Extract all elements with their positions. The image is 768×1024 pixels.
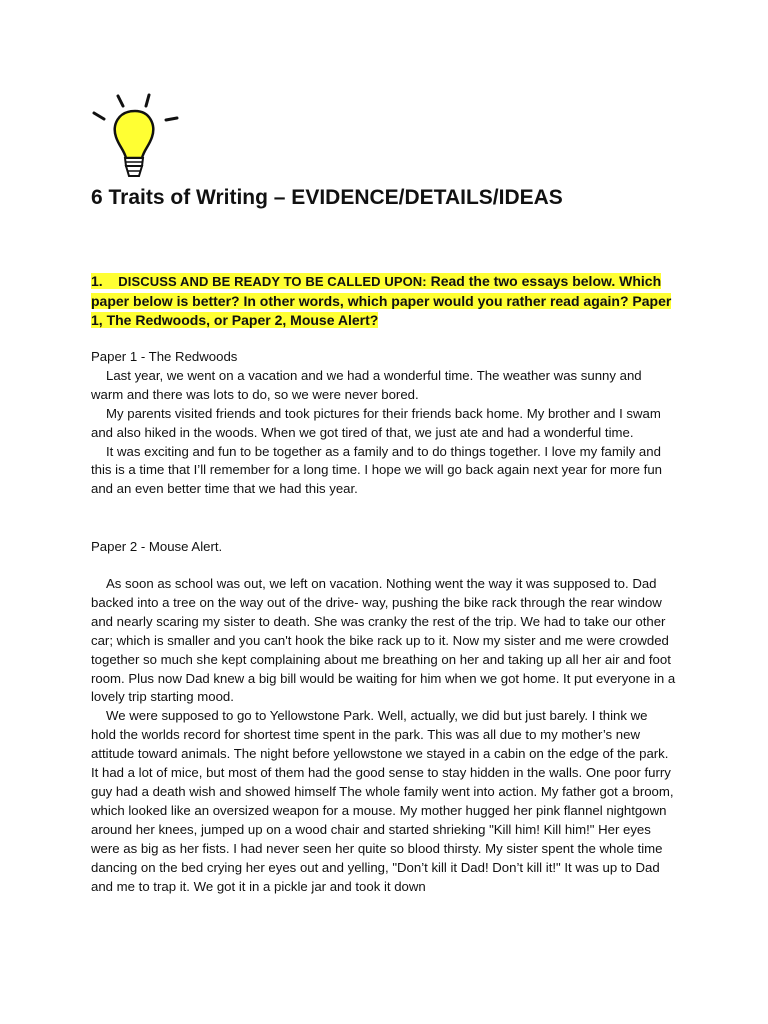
paper-2-paragraph: We were supposed to go to Yellowstone Park. Well, actually, we did but just barely. I think we hold the worlds record for shortest time spent in the park. This was all due to my mother’s new attitude toward animals. The night before yellowstone we stayed in a cabin on the edge of the park. It had a lot of mice, but most of them had the good sense to stay hidden in the walls. One poor furry guy had a death wish and showed himself The whole family went into action. My father got a broom, which looked like an oversized weapon for a mouse. My mother hugged her pink flannel nightgown around her knees, jumped up on a wood chair and started shrieking "Kill him! Kill him!" Her eyes were as big as her fists. I had never seen her quite so blood thirsty. My sister spent the whole time dancing on the bed crying her eyes out and yelling, "Don’t kill it Dad! Don’t kill it!" It was up to Dad and me to trap it. We got it in a pickle jar and took it down: [91, 708, 674, 894]
page-title: 6 Traits of Writing – EVIDENCE/DETAILS/IDEAS: [91, 186, 563, 209]
task-lead: DISCUSS AND BE READY TO BE CALLED UPON:: [118, 274, 427, 289]
paper-2-heading: Paper 2 - Mouse Alert.: [91, 539, 223, 554]
task-instruction: [91, 272, 681, 331]
paper-1-paragraph: It was exciting and fun to be together as a family and to do things together. I love my family and this is a time that I’ll remember for a long time. I hope we will go back again next year for more fun and an even better time that we had this year.: [91, 443, 662, 497]
paper-1-paragraph: My parents visited friends and took pictures for their friends back home. My brother and I swam and also hiked in the woods. When we got tired of that, we just ate and had a wonderful time.: [91, 405, 661, 440]
paper-2: [91, 575, 676, 896]
paper-1-paragraph: Last year, we went on a vacation and we had a wonderful time. The weather was sunny and warm and there was lots to do, so we were never bored.: [91, 367, 642, 402]
task-number: 1.: [91, 273, 103, 289]
paper-1: [91, 348, 676, 499]
task-text: Read the two essays below. Which paper below is better? In other words, which paper would you rather read again? Paper 1, The Redwoods, or Paper 2, Mouse Alert?: [91, 273, 672, 328]
paper-1-heading: Paper 1 - The Redwoods: [91, 349, 238, 364]
paper-2-paragraph: As soon as school was out, we left on vacation. Nothing went the way it was supposed to. Dad backed into a tree on the way out of the drive- way, pushing the bike rack through the rear window and nearly scaring my sister to death. She was cranky the rest of the trip. We had to take our other car; which is smaller and you can't hook the bike rack up to it. Now my sister and me were crowded together so much she kept complaining about me breathing on her and taking up all her air and foot room. Plus now Dad knew a big bill would be waiting for him when we got home. It put everyone in a lovely trip starting mood.: [91, 576, 676, 705]
light-bulb-icon: [88, 88, 184, 188]
